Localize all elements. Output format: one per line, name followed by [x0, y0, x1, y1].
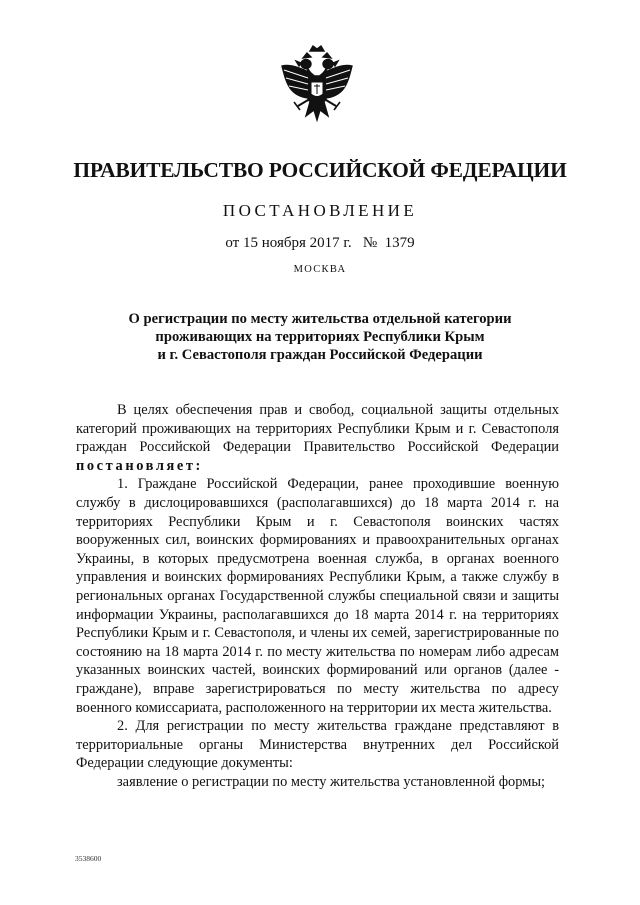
preamble-text: В целях обеспечения прав и свобод, социальной защиты отдельных категорий проживающих на территориях Республики Крым и г. Севастополя граждан Российской Федерации Правительство Российской Федерации — [76, 402, 559, 456]
paragraph-3: заявление о регистрации по месту жительства установленной формы; — [117, 773, 545, 790]
preamble-paragraph — [76, 401, 559, 475]
document-heading — [80, 310, 560, 364]
document-date-number: от 15 ноября 2017 г. № 1379 — [225, 235, 415, 251]
coat-of-arms-icon — [274, 44, 360, 136]
document-heading-line: О регистрации по месту жительства отдельной категории — [128, 311, 512, 327]
paragraph-1: 1. Граждане Российской Федерации, ранее проходившие военную службу в дислоцировавшихся (располагавшихся) до 18 марта 2014 г. на территориях Республики Крым и г. Севастополя воинских частях вооруженных сил, воинских формированиях и правоохранительных органах Украины, в которых предусмотрена военная служба, в органах военного управления и воинских формированиях Республики Крым, а также службу в региональных органах Государственной службы специальной связи и защиты информации Украины, располагавшихся до 18 марта 2014 г. на территориях Республики Крым и г. Севастополя, и члены их семей, зарегистрированные по состоянию на 18 марта 2014 г. по месту жительства по номерам либо адресам указанных воинских частей, воинских формирований или органов (далее - граждане), вправе зарегистрироваться по месту жительства по адресу военного комиссариата, расположенного на территории их места жительства. — [76, 476, 559, 716]
document-body — [76, 401, 559, 791]
document-heading-line: и г. Севастополя граждан Российской Федерации — [157, 347, 483, 363]
document-type: ПОСТАНОВЛЕНИЕ — [222, 201, 418, 220]
document-heading-line: проживающих на территориях Республики Крым — [155, 329, 485, 345]
resolves-word: постановляет: — [76, 457, 203, 474]
government-title: ПРАВИТЕЛЬСТВО РОССИЙСКОЙ ФЕДЕРАЦИИ — [73, 158, 567, 182]
paragraph-2: 2. Для регистрации по месту жительства граждане представляют в территориальные органы Министерства внутренних дел Российской Федерации следующие документы: — [76, 718, 559, 772]
document-code: 3538600 — [75, 854, 102, 863]
document-city: МОСКВА — [293, 264, 347, 275]
